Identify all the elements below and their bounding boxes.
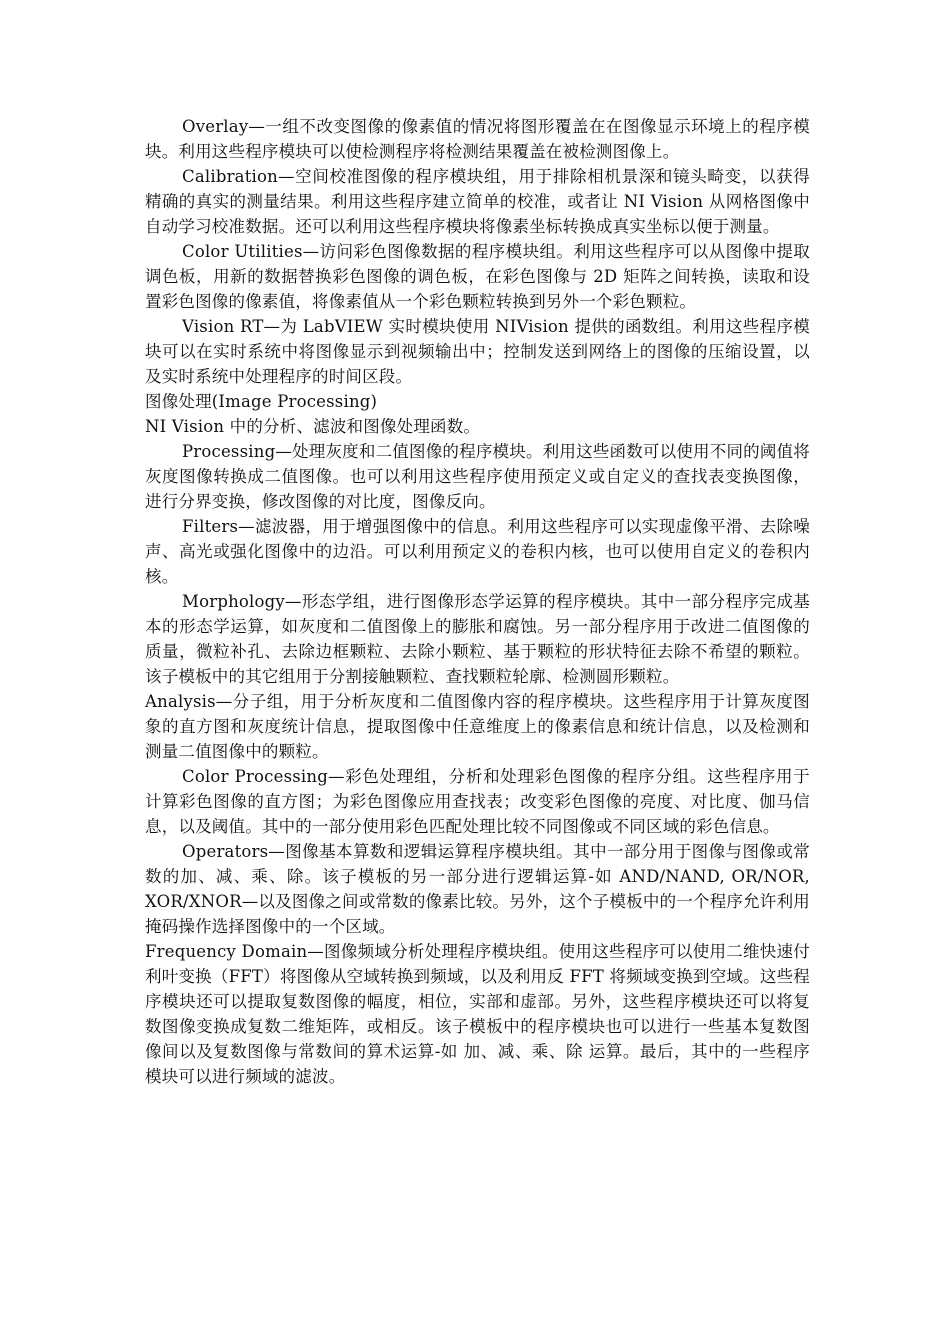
paragraph-color-utilities: Color Utilities—访问彩色图像数据的程序模块组。利用这些程序可以从图像中提取调色板，用新的数据替换彩色图像的调色板，在彩色图像与 2D 矩阵之间转换，读取和设置彩色图像的像素值，将像素值从一个彩色颗粒转换到另外一个彩色颗粒。: [145, 242, 810, 311]
document-page: [145, 114, 810, 1089]
section-heading-image-processing: 图像处理(Image Processing): [145, 392, 378, 411]
paragraph-frequency-domain: Frequency Domain—图像频域分析处理程序模块组。使用这些程序可以使用二维快速付利叶变换（FFT）将图像从空域转换到频域，以及利用反 FFT 将频域变换到空域。这些程序模块还可以提取复数图像的幅度，相位，实部和虚部。另外，这些程序模块还可以将复数图像变换成复数二维矩阵，或相反。该子模板中的程序模块也可以进行一些基本复数图像间以及复数图像与常数间的算术运算-如 加、减、乘、除 运算。最后，其中的一些程序模块可以进行频域的滤波。: [145, 942, 810, 1086]
paragraph-overlay: Overlay—一组不改变图像的像素值的情况将图形覆盖在在图像显示环境上的程序模块。利用这些程序模块可以使检测程序将检测结果覆盖在被检测图像上。: [145, 117, 810, 161]
paragraph-processing: Processing—处理灰度和二值图像的程序模块。利用这些函数可以使用不同的阈值将灰度图像转换成二值图像。也可以利用这些程序使用预定义或自定义的查找表变换图像，进行分界变换，修改图像的对比度，图像反向。: [145, 442, 810, 511]
paragraph-analysis: Analysis—分子组，用于分析灰度和二值图像内容的程序模块。这些程序用于计算灰度图象的直方图和灰度统计信息，提取图像中任意维度上的像素信息和统计信息，以及检测和测量二值图像中的颗粒。: [145, 692, 810, 761]
paragraph-operators: Operators—图像基本算数和逻辑运算程序模块组。其中一部分用于图像与图像或常数的加、减、乘、除。该子模板的另一部分进行逻辑运算-如 AND/NAND, OR/NOR, XOR/XNOR—以及图像之间或常数的像素比较。另外，这个子模板中的一个程序允许利用掩码操作选择图像中的一个区域。: [145, 842, 810, 936]
paragraph-color-processing: Color Processing—彩色处理组，分析和处理彩色图像的程序分组。这些程序用于计算彩色图像的直方图；为彩色图像应用查找表；改变彩色图像的亮度、对比度、伽马信息，以及阈值。其中的一部分使用彩色匹配处理比较不同图像或不同区域的彩色信息。: [145, 767, 810, 836]
paragraph-morphology: Morphology—形态学组，进行图像形态学运算的程序模块。其中一部分程序完成基本的形态学运算，如灰度和二值图像上的膨胀和腐蚀。另一部分程序用于改进二值图像的质量，微粒补孔、去除边框颗粒、去除小颗粒、基于颗粒的形状特征去除不希望的颗粒。该子模板中的其它组用于分割接触颗粒、查找颗粒轮廓、检测圆形颗粒。: [145, 592, 810, 686]
section-intro: NI Vision 中的分析、滤波和图像处理函数。: [145, 417, 481, 436]
paragraph-vision-rt: Vision RT—为 LabVIEW 实时模块使用 NIVision 提供的函数组。利用这些程序模块可以在实时系统中将图像显示到视频输出中；控制发送到网络上的图像的压缩设置，以及实时系统中处理程序的时间区段。: [145, 317, 810, 386]
paragraph-calibration: Calibration—空间校准图像的程序模块组，用于排除相机景深和镜头畸变，以获得精确的真实的测量结果。利用这些程序建立简单的校准，或者让 NI Vision 从网格图像中自动学习校准数据。还可以利用这些程序模块将像素坐标转换成真实坐标以便于测量。: [145, 167, 810, 236]
paragraph-filters: Filters—滤波器，用于增强图像中的信息。利用这些程序可以实现虚像平滑、去除噪声、高光或强化图像中的边沿。可以利用预定义的卷积内核，也可以使用自定义的卷积内核。: [145, 517, 810, 586]
